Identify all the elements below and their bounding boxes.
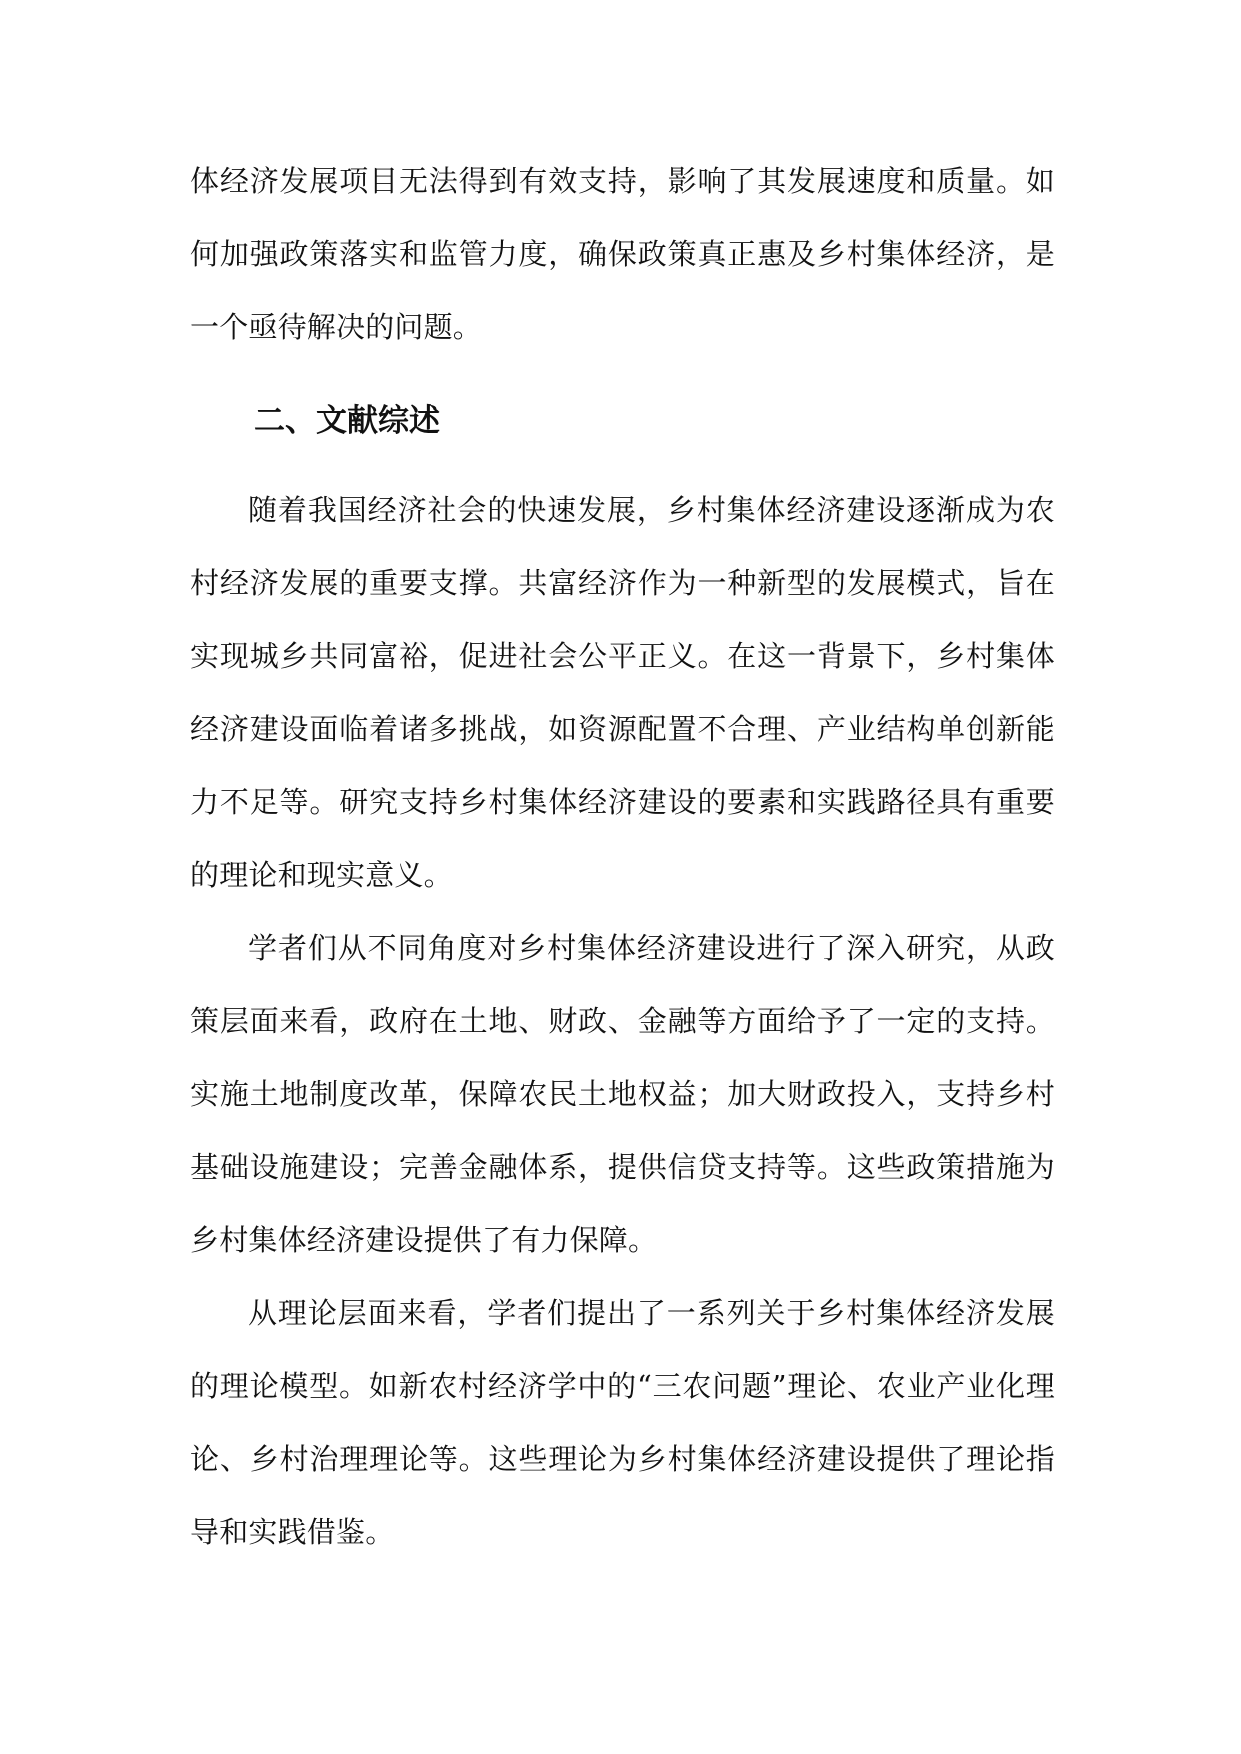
body-paragraph-1: 随着我国经济社会的快速发展，乡村集体经济建设逐渐成为农村经济发展的重要支撑。共富经济作为一种新型的发展模式，旨在实现城乡共同富裕，促进社会公平正义。在这一背景下，乡村集体经济建设面临着诸多挑战，如资源配置不合理、产业结构单创新能力不足等。研究支持乡村集体经济建设的要素和实践路径具有重要的理论和现实意义。 (190, 493, 1055, 892)
section-heading: 二、文献综述 (254, 403, 440, 439)
document-body (190, 145, 1055, 1569)
continued-paragraph: 体经济发展项目无法得到有效支持，影响了其发展速度和质量。如何加强政策落实和监管力度，确保政策真正惠及乡村集体经济，是一个亟待解决的问题。 (190, 164, 1055, 344)
body-paragraph-2: 学者们从不同角度对乡村集体经济建设进行了深入研究，从政策层面来看，政府在土地、财政、金融等方面给予了一定的支持。实施土地制度改革，保障农民土地权益；加大财政投入，支持乡村基础设施建设；完善金融体系，提供信贷支持等。这些政策措施为乡村集体经济建设提供了有力保障。 (190, 931, 1055, 1257)
body-paragraph-3: 从理论层面来看，学者们提出了一系列关于乡村集体经济发展的理论模型。如新农村经济学中的“三农问题”理论、农业产业化理论、乡村治理理论等。这些理论为乡村集体经济建设提供了理论指导和实践借鉴。 (190, 1296, 1055, 1549)
